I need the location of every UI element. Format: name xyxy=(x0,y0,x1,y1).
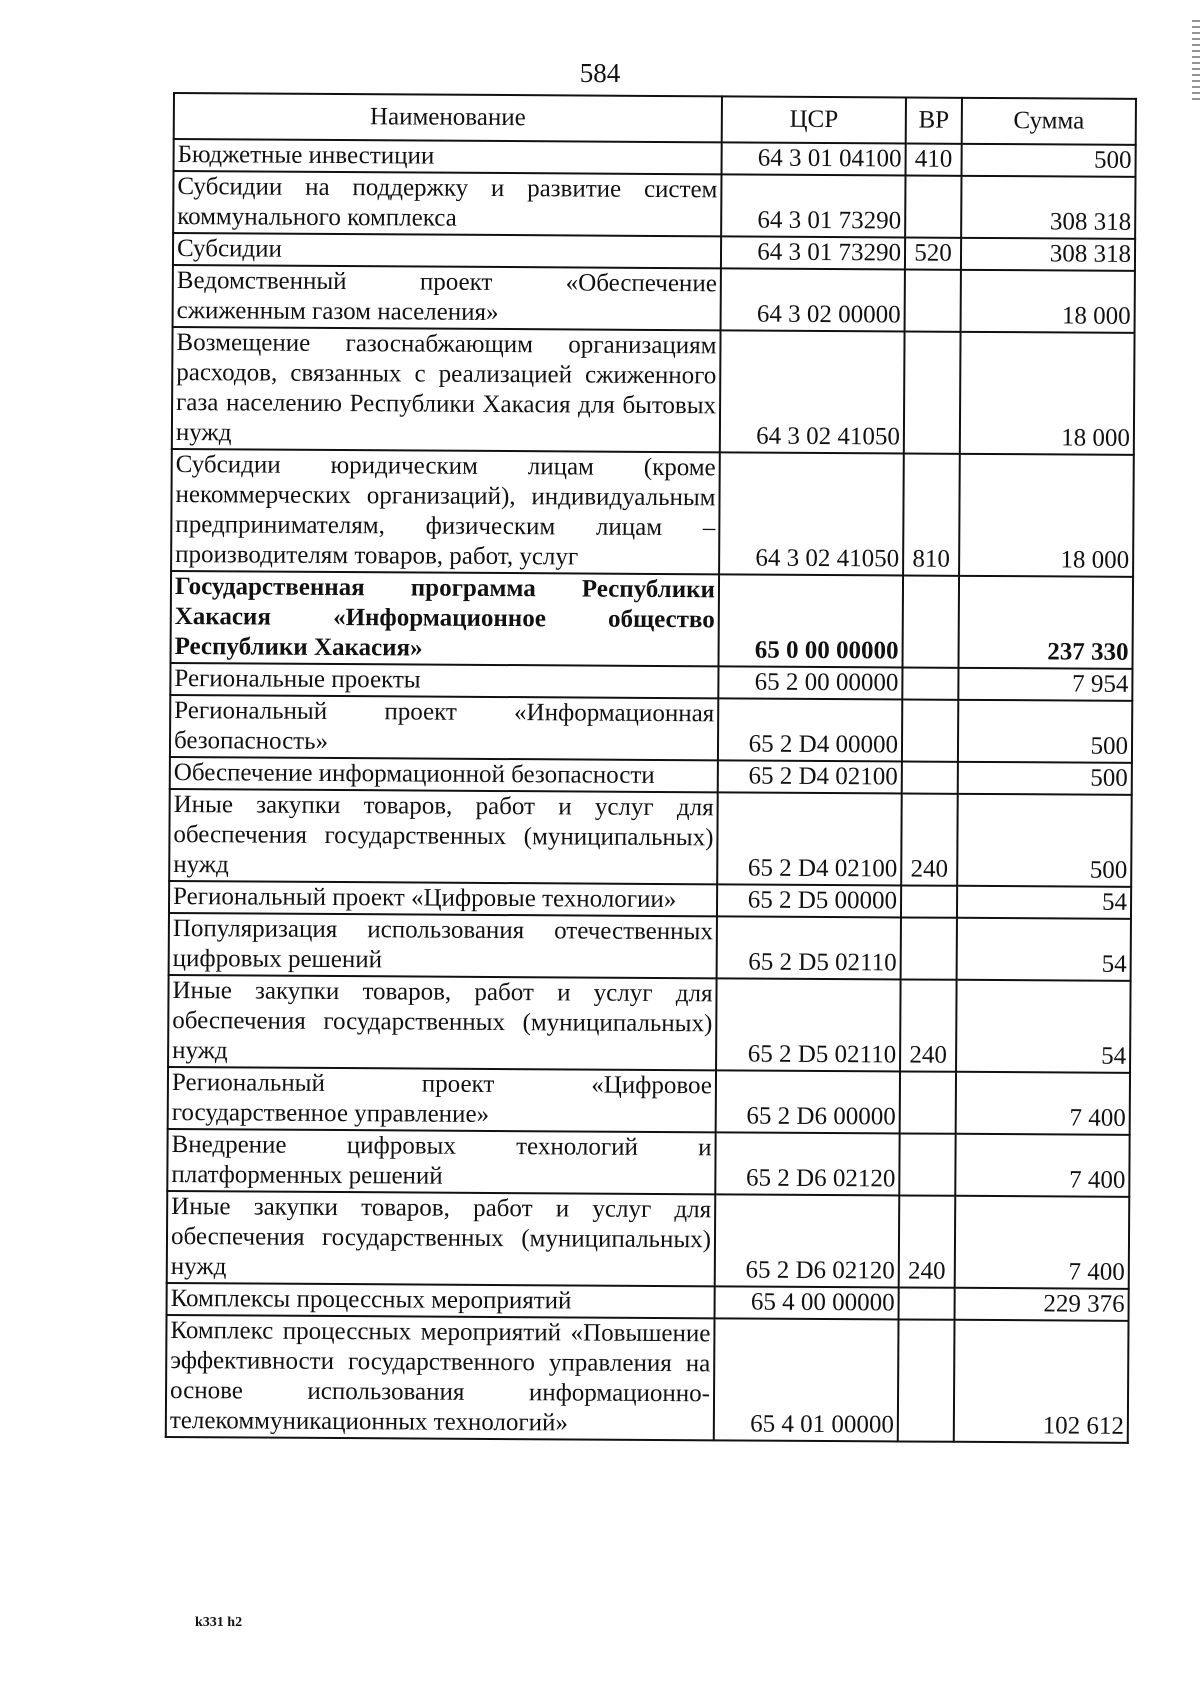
table-row xyxy=(167,1129,1129,1197)
cell-csr: 65 2 D6 02120 xyxy=(715,1132,899,1195)
cell-vr xyxy=(905,269,961,331)
cell-name: Региональный проект «Цифровое государственное управление» xyxy=(168,1067,716,1132)
cell-vr xyxy=(902,699,958,761)
cell-name: Комплекс процессных мероприятий «Повышение эффективности государственного управления на основе использования информационно-телекоммуникационных технологий» xyxy=(166,1315,715,1440)
cell-vr xyxy=(898,1319,955,1441)
cell-csr: 65 2 D6 02120 xyxy=(715,1194,900,1287)
cell-sum: 54 xyxy=(957,886,1131,919)
table-row xyxy=(169,789,1132,887)
cell-vr xyxy=(901,885,957,917)
header-sum: Сумма xyxy=(962,98,1136,145)
cell-name: Обеспечение информационной безопасности xyxy=(170,757,718,792)
table-row xyxy=(172,327,1135,455)
cell-vr xyxy=(899,1133,955,1195)
cell-sum: 500 xyxy=(962,144,1136,177)
cell-sum: 7 400 xyxy=(956,1072,1130,1135)
cell-vr xyxy=(899,1287,955,1319)
cell-name: Внедрение цифровых технологий и платформенных решений xyxy=(167,1129,715,1194)
cell-name: Бюджетные инвестиции xyxy=(174,139,722,174)
cell-sum: 54 xyxy=(956,980,1131,1073)
cell-vr: 520 xyxy=(905,237,961,269)
cell-csr: 65 2 D5 00000 xyxy=(717,884,901,917)
cell-csr: 65 4 01 00000 xyxy=(714,1318,899,1441)
table-row xyxy=(173,265,1135,333)
cell-vr xyxy=(902,667,958,699)
cell-sum: 308 318 xyxy=(961,238,1135,271)
header-name: Наименование xyxy=(174,93,722,142)
cell-csr: 65 2 00 00000 xyxy=(718,666,902,699)
cell-vr: 240 xyxy=(899,1195,956,1287)
cell-vr: 410 xyxy=(906,143,962,175)
cell-name: Государственная программа Республики Хакасия «Информационное общество Республики Хакасия» xyxy=(171,571,720,666)
cell-csr: 65 2 D5 02110 xyxy=(716,978,901,1071)
cell-name: Популяризация использования отечественных цифровых решений xyxy=(169,913,717,978)
page-number: 584 xyxy=(579,58,621,88)
cell-vr: 810 xyxy=(903,453,960,575)
cell-sum: 54 xyxy=(957,918,1131,981)
cell-sum: 308 318 xyxy=(961,176,1135,239)
table-row xyxy=(171,449,1134,577)
table-row xyxy=(171,571,1134,669)
table-row xyxy=(173,171,1135,239)
cell-sum: 18 000 xyxy=(960,332,1135,455)
budget-table xyxy=(165,92,1137,1444)
cell-vr xyxy=(902,761,958,793)
cell-name: Региональный проект «Информационная безопасность» xyxy=(170,695,718,760)
header-vr: ВР xyxy=(906,97,962,143)
cell-name: Региональные проекты xyxy=(170,663,718,698)
cell-vr: 240 xyxy=(900,979,957,1071)
cell-csr: 65 2 D4 02100 xyxy=(717,792,902,885)
table-body xyxy=(166,139,1136,1443)
cell-name: Иные закупки товаров, работ и услуг для обеспечения государственных (муниципальных) нужд xyxy=(168,975,717,1070)
cell-name: Субсидии юридическим лицам (кроме некоммерческих организаций), индивидуальным предпринимателям, физическим лицам – производителям товаров, работ, услуг xyxy=(171,449,720,574)
cell-csr: 64 3 01 04100 xyxy=(722,142,906,175)
cell-name: Иные закупки товаров, работ и услуг для обеспечения государственных (муниципальных) нужд xyxy=(169,789,718,884)
cell-vr: 240 xyxy=(901,793,958,885)
cell-csr: 65 0 00 00000 xyxy=(719,574,904,667)
cell-name: Региональный проект «Цифровые технологии» xyxy=(169,881,717,916)
cell-sum: 237 330 xyxy=(958,576,1133,669)
cell-name: Субсидии на поддержку и развитие систем коммунального комплекса xyxy=(173,171,721,236)
cell-csr: 64 3 02 41050 xyxy=(720,330,905,453)
cell-vr xyxy=(901,917,957,979)
cell-sum: 18 000 xyxy=(959,454,1134,577)
cell-vr xyxy=(902,575,959,667)
cell-csr: 64 3 02 41050 xyxy=(719,452,904,575)
cell-name: Возмещение газоснабжающим организациям расходов, связанных с реализацией сжиженного газа населению Республики Хакасия для бытовых нужд xyxy=(172,327,721,452)
cell-sum: 102 612 xyxy=(954,1320,1129,1443)
cell-sum: 7 954 xyxy=(958,668,1132,701)
table-row xyxy=(167,1191,1130,1289)
cell-name: Субсидии xyxy=(173,233,721,268)
cell-csr: 65 4 00 00000 xyxy=(715,1286,899,1319)
cell-sum: 500 xyxy=(958,762,1132,795)
cell-vr xyxy=(904,331,961,453)
cell-csr: 65 2 D4 02100 xyxy=(718,760,902,793)
cell-sum: 500 xyxy=(958,700,1132,763)
cell-csr: 64 3 02 00000 xyxy=(721,268,905,331)
table-row xyxy=(169,913,1131,981)
cell-name: Комплексы процессных мероприятий xyxy=(167,1283,715,1318)
cell-csr: 65 2 D6 00000 xyxy=(716,1070,900,1133)
cell-csr: 65 2 D5 02110 xyxy=(717,916,901,979)
cell-sum: 7 400 xyxy=(955,1134,1129,1197)
cell-vr xyxy=(905,175,961,237)
table-row xyxy=(166,1315,1129,1443)
cell-sum: 18 000 xyxy=(961,270,1135,333)
table-row xyxy=(168,1067,1130,1135)
table-row xyxy=(168,975,1131,1073)
cell-sum: 500 xyxy=(957,794,1132,887)
cell-name: Ведомственный проект «Обеспечение сжиженным газом населения» xyxy=(173,265,721,330)
cell-sum: 229 376 xyxy=(955,1288,1129,1321)
cell-name: Иные закупки товаров, работ и услуг для обеспечения государственных (муниципальных) нужд xyxy=(167,1191,716,1286)
cell-csr: 64 3 01 73290 xyxy=(721,236,905,269)
cell-vr xyxy=(900,1071,956,1133)
table-header-row xyxy=(174,93,1136,145)
header-csr: ЦСР xyxy=(722,96,906,143)
footer-code: k331 h2 xyxy=(195,1615,243,1630)
cell-csr: 65 2 D4 00000 xyxy=(718,698,902,761)
table-row xyxy=(170,695,1132,763)
cell-csr: 64 3 01 73290 xyxy=(721,174,905,237)
cell-sum: 7 400 xyxy=(955,1196,1130,1289)
